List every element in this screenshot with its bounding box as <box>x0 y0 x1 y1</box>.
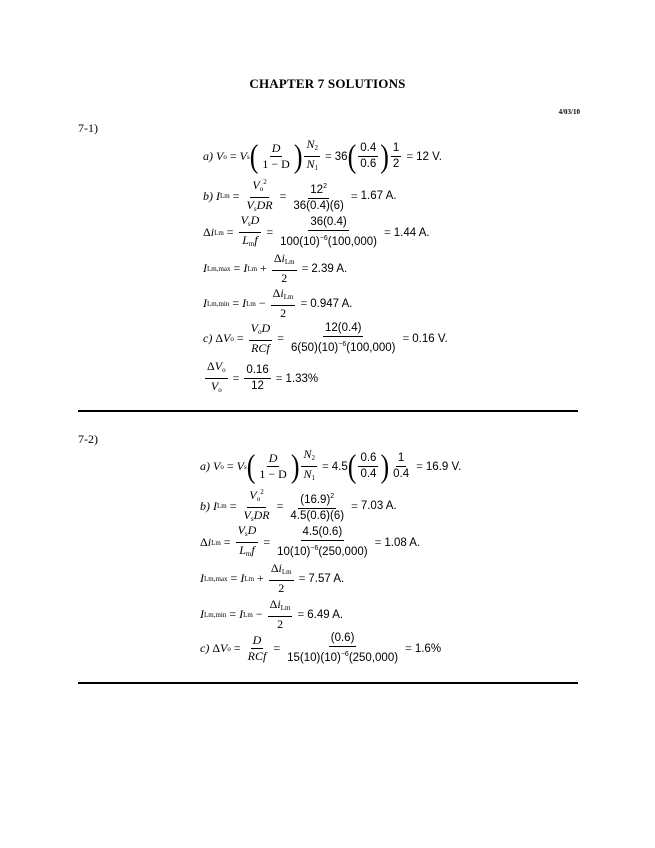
section-divider <box>78 410 578 412</box>
equation-ilm-max: I Lm,max = I Lm + $\frac{\Delta i_{Lm}}{2}$ = 7.57 A. <box>200 561 345 595</box>
section-divider <box>78 682 578 684</box>
result-value: 12 V. <box>416 150 442 163</box>
result-value: 0.947 A. <box>310 297 353 310</box>
equation-ilm-max: I Lm,max = I Lm + $\frac{\Delta i_{Lm}}{2}$ = 2.39 A. <box>203 251 348 285</box>
result-value: 16.9 V. <box>425 460 462 473</box>
duty-fraction: $\frac{D}{1 - D}$ <box>259 451 287 481</box>
result-value: 0.16 V. <box>412 332 448 345</box>
equation-vo: a) V o = V s ( $\frac{D}{1 - D}$ ) $\frac{N_2}{N_1}$ = 36 ( $\frac{0.4}{0.6}$ ) $\frac{1}{2}$ = 12 V. <box>203 137 442 174</box>
equation-ilm: b) I Lm = $\frac{V_o^2}{V_sDR}$ = $\frac{12^2}{36(0.4)(6)}$ = 1.67 A. <box>203 178 397 213</box>
result-value: 2.39 A. <box>311 262 348 275</box>
part-label: b) <box>203 188 213 203</box>
turns-ratio: $\frac{N_2}{N_1}$ <box>303 447 315 482</box>
equation-ilm: b) I Lm = $\frac{V_o^2}{V_sDR}$ = $\frac{(16.9)^2}{4.5(0.6)(6)}$ = 7.03 A. <box>200 488 397 523</box>
part-label: c) <box>200 641 210 655</box>
problem-label: 7-2) <box>78 432 98 446</box>
equation-delta-ilm: Δ i Lm = $\frac{V_sD}{L_mf}$ = $\frac{36(0.4)}{100(10)^{-6}(100,000)}$ = 1.44 A. <box>203 213 430 248</box>
part-label: a) <box>200 459 210 473</box>
equation-ripple: $\frac{\Delta V_o}{V_o}$ = $\frac{0.16}{12}$ = 1.33% <box>207 359 319 394</box>
equation-delta-ilm: Δ i Lm = $\frac{V_sD}{L_mf}$ = $\frac{4.5(0.6)}{10(10)^{-6}(250,000)}$ = 1.08 A. <box>200 523 421 558</box>
date-stamp: 4/03/10 <box>558 108 580 116</box>
equation-ilm-min: I Lm,min = I Lm − $\frac{\Delta i_{Lm}}{2}$ = 0.947 A. <box>203 286 353 320</box>
turns-ratio: $\frac{N_2}{N_1}$ <box>306 137 318 172</box>
page-title: CHAPTER 7 SOLUTIONS <box>249 76 406 91</box>
result-value: 1.44 A. <box>393 226 430 239</box>
result-value: 7.57 A. <box>308 572 345 585</box>
result-value: 1.33% <box>285 372 319 385</box>
result-value: 1.67 A. <box>360 190 397 202</box>
equation-delta-vo: c) Δ V o = $\frac{D}{\text{RCf}}$ = $\frac{(0.6)}{15(10)(10)^{-6}(250,000)}$ = 1.6% <box>200 632 442 664</box>
part-label: b) <box>200 498 210 513</box>
result-value: 6.49 A. <box>307 608 344 621</box>
problem-label: 7-1) <box>78 121 98 135</box>
result-value: 1.08 A. <box>384 536 421 549</box>
duty-fraction: $\frac{D}{1 - D}$ <box>262 141 290 171</box>
result-value: 7.03 A. <box>360 500 397 512</box>
part-label: c) <box>203 331 213 345</box>
part-label: a) <box>203 149 213 163</box>
equation-vo: a) V o = V s ( $\frac{D}{1 - D}$ ) $\frac{N_2}{N_1}$ = 4.5 ( $\frac{0.6}{0.4}$ ) $\frac{1}{0.4}$ = 16.9 V. <box>200 447 462 484</box>
result-value: 1.6% <box>414 642 442 655</box>
equation-ilm-min: I Lm,min = I Lm − $\frac{\Delta i_{Lm}}{2}$ = 6.49 A. <box>200 597 344 631</box>
equation-delta-vo: c) Δ V o = $\frac{V_oD}{\text{RCf}}$ = $\frac{12(0.4)}{6(50)(10)^{-6}(100,000)}$ = 0.16 V. <box>203 321 448 355</box>
